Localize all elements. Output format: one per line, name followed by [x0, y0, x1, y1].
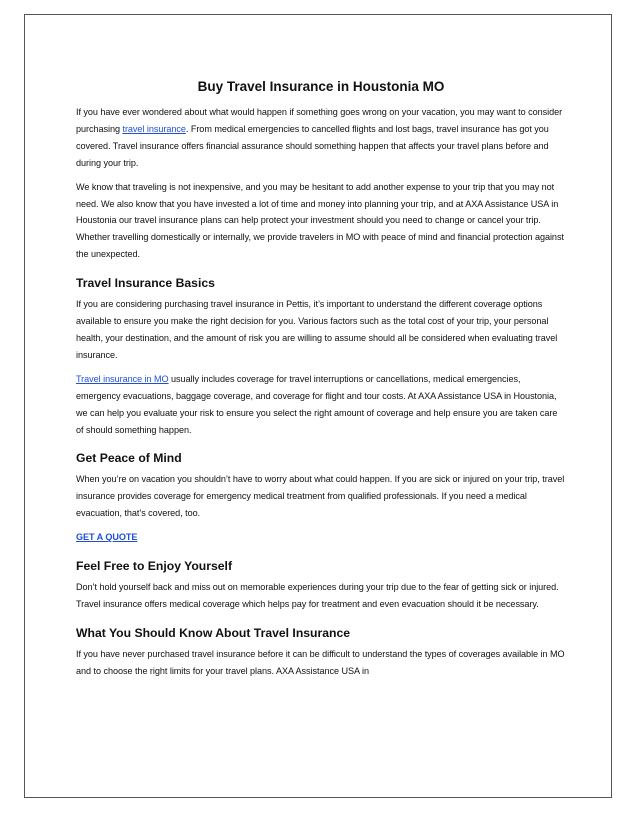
heading-feel-free: Feel Free to Enjoy Yourself — [76, 559, 232, 574]
intro-paragraph — [76, 104, 566, 172]
heading-what-to-know: What You Should Know About Travel Insurance — [76, 625, 351, 640]
coverage-text: usually includes coverage for travel interruptions or cancellations, medical emergencies, emergency evacuations, baggage coverage, and coverage for flight and tour costs. At AXA Assistance USA in Houstonia, we can help you evaluate your risk to ensure you select the right amount of coverage and help ensure you are taken care of should something happen. — [76, 373, 558, 435]
peace-paragraph: When you’re on vacation you shouldn’t have to worry about what could happen. If you are sick or injured on your trip, travel insurance provides coverage for emergency medical treatment from qualified professionals. If you need a medical evacuation, that’s covered, too. — [76, 474, 565, 519]
page-title: Buy Travel Insurance in Houstonia MO — [197, 79, 445, 94]
heading-get-peace-of-mind: Get Peace of Mind — [76, 451, 182, 466]
document-body — [76, 78, 566, 687]
travel-insurance-mo-link[interactable]: Travel insurance in MO — [76, 373, 169, 384]
intro-text-end: . From medical emergencies to cancelled flights and lost bags, travel insurance has got you covered. Travel insurance offers financial assurance should something happen that affects your travel plans before and during your trip. — [76, 123, 549, 168]
coverage-paragraph — [76, 371, 566, 439]
enjoy-paragraph: Don’t hold yourself back and miss out on memorable experiences during your trip due to the fear of getting sick or injured. Travel insurance offers medical coverage which helps pay for treatment and even evacuation should it be necessary. — [76, 582, 559, 609]
document-page — [24, 14, 612, 798]
know-paragraph: If you have never purchased travel insurance before it can be difficult to understand the types of coverages available in MO and to choose the right limits for your travel plans. AXA Assistance USA in — [76, 648, 565, 676]
intro-text-start: If you have ever wondered about what would happen if something goes wrong on your vacation, you may want to consider purchasing — [76, 107, 563, 134]
cta-paragraph — [76, 529, 566, 546]
get-a-quote-link[interactable]: GET A QUOTE — [76, 532, 138, 543]
basics-paragraph: If you are considering purchasing travel insurance in Pettis, it’s important to understand the different coverage options available to ensure you make the right decision for you. Various factors such as the total cost of your trip, your personal health, your destination, and the amount of risk you are willing to assume should all be considered when evaluating travel insurance. — [76, 299, 558, 360]
heading-travel-insurance-basics: Travel Insurance Basics — [76, 276, 215, 291]
cost-paragraph: We know that traveling is not inexpensive, and you may be hesitant to add another expense to your trip that you may not need. We also know that you have invested a lot of time and money into planning your trip, and at AXA Assistance USA in Houstonia our travel insurance plans can help protect your investment should you need to change or cancel your trip. Whether travelling domestically or internally, we provide travelers in MO with peace of mind and financial protection against the unexpected. — [76, 181, 564, 260]
travel-insurance-link[interactable]: travel insurance — [122, 123, 186, 134]
